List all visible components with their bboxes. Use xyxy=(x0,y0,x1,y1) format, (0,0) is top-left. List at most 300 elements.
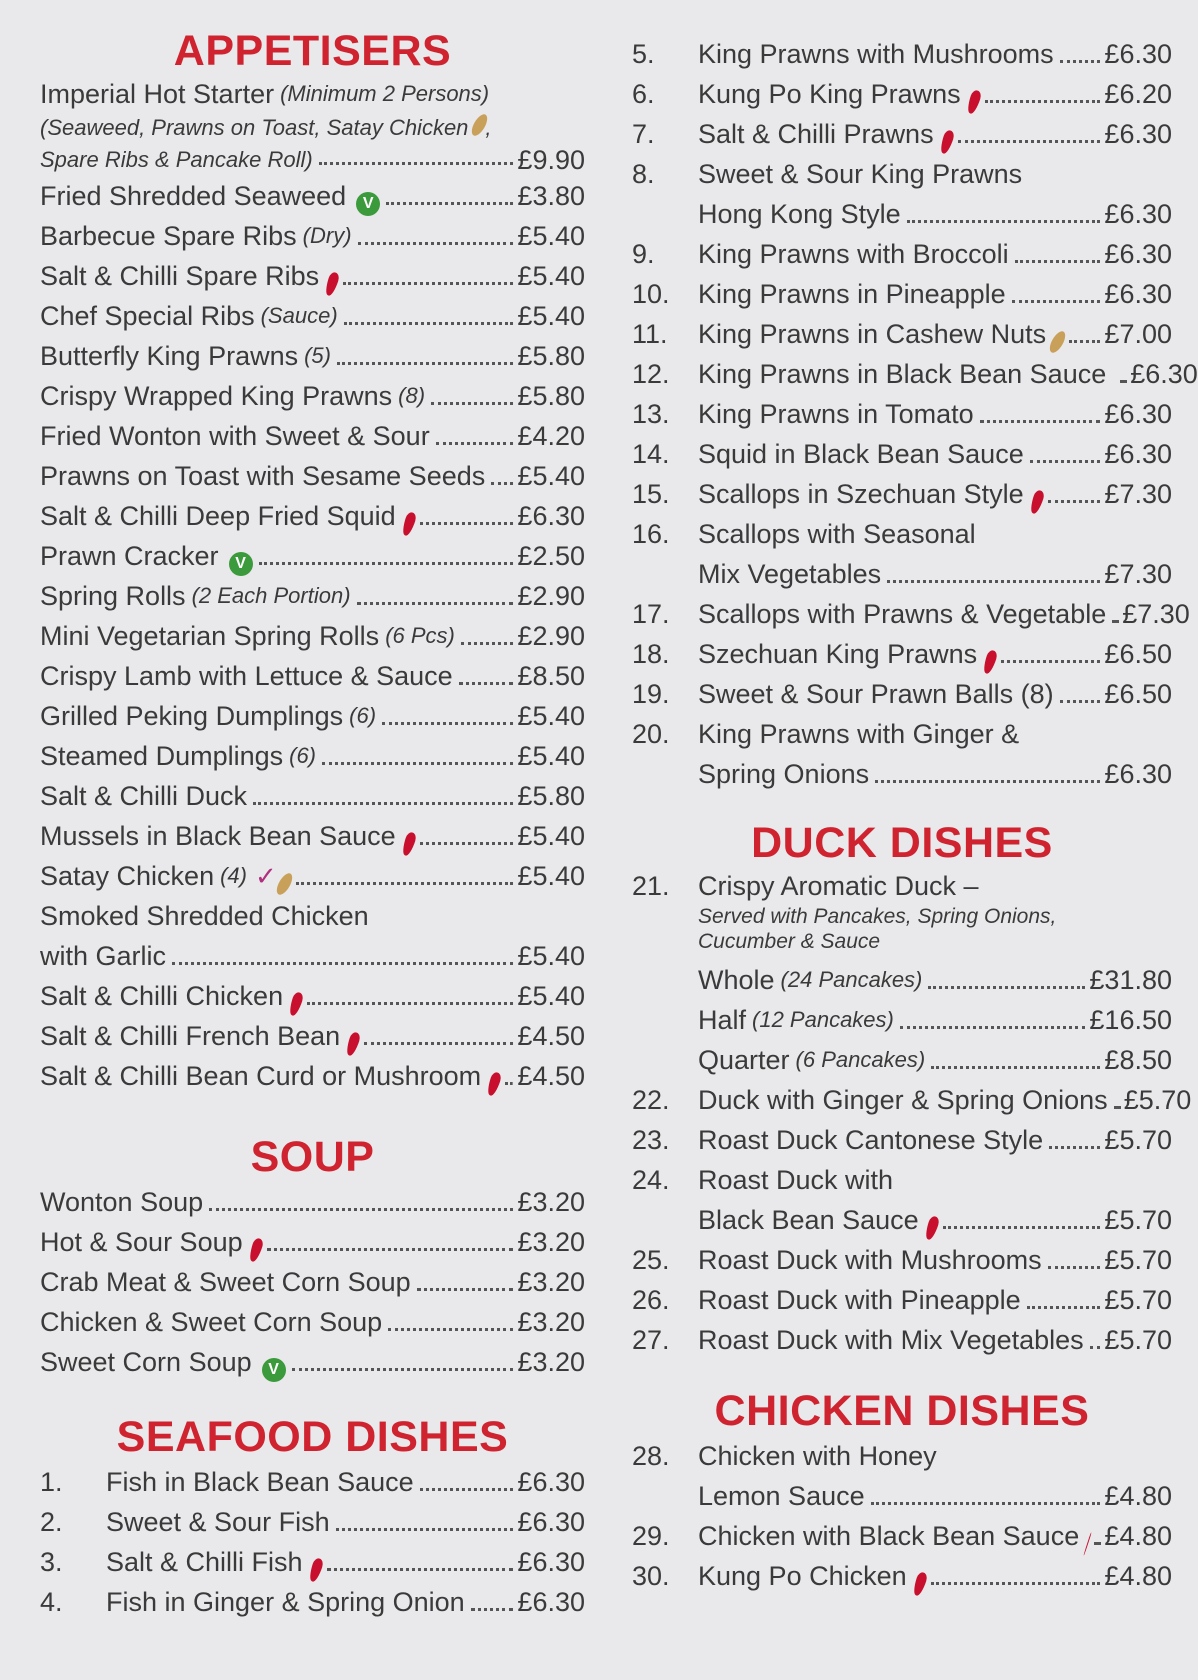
menu-item xyxy=(40,1462,585,1502)
menu-item xyxy=(40,1182,585,1222)
menu-item-note: (12 Pancakes) xyxy=(752,1007,894,1032)
menu-item-price: £6.30 xyxy=(517,1507,585,1537)
dot-leader xyxy=(907,220,1101,223)
dot-leader xyxy=(928,986,1085,989)
dot-leader xyxy=(1030,460,1101,463)
dot-leader xyxy=(871,1502,1101,1505)
dot-leader xyxy=(327,1568,514,1571)
menu-item-number: 10. xyxy=(632,279,670,309)
menu-item-name: King Prawns in Pineapple xyxy=(698,279,1006,309)
dot-leader xyxy=(931,1582,1101,1585)
menu-item-price: £3.20 xyxy=(517,1227,585,1257)
menu-item xyxy=(40,256,585,296)
menu-item-price: £5.40 xyxy=(517,821,585,851)
menu-item-number: 19. xyxy=(632,679,670,709)
menu-item-price: £4.20 xyxy=(517,421,585,451)
menu-item-price: £6.30 xyxy=(1104,39,1172,69)
menu-item xyxy=(632,1240,1172,1280)
menu-item-price: £5.70 xyxy=(1123,1085,1192,1115)
dot-leader xyxy=(931,1066,1100,1069)
menu-item xyxy=(632,960,1172,1000)
dot-leader xyxy=(172,962,513,965)
menu-item-name: Satay Chicken xyxy=(40,861,215,891)
menu-item xyxy=(632,394,1172,434)
dot-leader xyxy=(459,682,514,685)
dot-leader xyxy=(471,1608,514,1611)
dot-leader xyxy=(875,780,1100,783)
appetisers-list xyxy=(40,76,585,1096)
chili-pepper-icon xyxy=(288,991,305,1017)
tick-icon: ✓ xyxy=(254,861,277,891)
dot-leader xyxy=(336,1528,514,1531)
menu-item-name: Salt & Chilli Fish xyxy=(106,1547,303,1577)
menu-item-note: (4) xyxy=(220,863,247,888)
menu-item-price: £6.30 xyxy=(517,501,585,531)
menu-item-price-row: Spring Onions £6.30 xyxy=(632,754,1172,794)
menu-item-price: £5.70 xyxy=(1104,1325,1172,1355)
menu-item-price-row: Hong Kong Style £6.30 xyxy=(632,194,1172,234)
menu-item-name: Grilled Peking Dumplings xyxy=(40,701,344,731)
menu-item-price: £5.40 xyxy=(517,701,585,731)
vegetarian-icon: V xyxy=(229,552,253,576)
dot-leader xyxy=(420,522,514,525)
menu-item-name: Salt & Chilli Chicken xyxy=(40,981,284,1011)
chili-pepper-icon xyxy=(400,511,417,537)
dot-leader xyxy=(1069,340,1100,343)
dot-leader xyxy=(319,162,514,165)
menu-item-price: £9.90 xyxy=(517,145,585,175)
dot-leader xyxy=(1114,1106,1120,1109)
duck-heading: DUCK DISHES xyxy=(751,819,1053,867)
menu-item-price-row: Lemon Sauce £4.80 xyxy=(632,1476,1172,1516)
menu-item-price: £3.20 xyxy=(517,1187,585,1217)
dot-leader xyxy=(1012,300,1101,303)
menu-item xyxy=(632,474,1172,514)
dot-leader xyxy=(267,1248,514,1251)
menu-item: 16. Scallops with Seasonal xyxy=(632,519,976,549)
dot-leader xyxy=(322,762,513,765)
menu-item xyxy=(40,376,585,416)
chili-pepper-icon xyxy=(486,1071,503,1097)
menu-item-number: 4. xyxy=(40,1587,63,1617)
dot-leader xyxy=(1015,260,1101,263)
menu-item xyxy=(632,274,1172,314)
menu-item-price: £7.30 xyxy=(1104,479,1172,509)
chili-pepper-icon xyxy=(1084,1532,1093,1555)
menu-item xyxy=(40,536,585,576)
menu-item xyxy=(40,296,585,336)
menu-item-note: (24 Pancakes) xyxy=(780,967,923,992)
menu-item-price: £5.70 xyxy=(1104,1245,1172,1275)
menu-item-name: Prawns on Toast with Sesame Seeds xyxy=(40,461,486,491)
menu-item-price: £5.40 xyxy=(517,861,585,891)
menu-item xyxy=(632,1516,1172,1556)
menu-item xyxy=(632,1040,1172,1080)
chili-pepper-icon xyxy=(307,1557,324,1583)
menu-item xyxy=(40,976,585,1016)
left-column xyxy=(40,0,585,1622)
menu-item-price: £4.80 xyxy=(1104,1521,1172,1551)
menu-item-price: £3.80 xyxy=(517,181,585,211)
menu-item-name: Hot & Sour Soup xyxy=(40,1227,243,1257)
menu-item xyxy=(40,576,585,616)
menu-item-price: £5.40 xyxy=(517,941,585,971)
soup-list xyxy=(40,1182,585,1382)
menu-item-name: King Prawns in Cashew Nuts xyxy=(698,319,1047,349)
dot-leader xyxy=(307,1002,513,1005)
menu-item xyxy=(40,336,585,376)
menu-item-price: £5.40 xyxy=(517,261,585,291)
menu-item xyxy=(40,1222,585,1262)
menu-item xyxy=(632,74,1172,114)
menu-item-name: Butterfly King Prawns xyxy=(40,341,299,371)
dot-leader xyxy=(491,482,513,485)
menu-item-name: King Prawns in Black Bean Sauce xyxy=(698,359,1107,389)
menu-item-note: (8) xyxy=(398,383,426,408)
menu-item-price: £6.30 xyxy=(1104,759,1172,789)
menu-item xyxy=(632,1120,1172,1160)
menu-item-name: Chicken & Sweet Corn Soup xyxy=(40,1307,383,1337)
chili-pepper-icon xyxy=(324,271,341,297)
menu-item-name: Duck with Ginger & Spring Onions xyxy=(698,1085,1108,1115)
menu-item-price: £5.80 xyxy=(517,781,585,811)
menu-item-number: 6. xyxy=(632,79,655,109)
menu-item-price: £4.80 xyxy=(1104,1561,1172,1591)
menu-item xyxy=(632,34,1172,74)
menu-item-number: 13. xyxy=(632,399,670,429)
menu-item-price: £6.20 xyxy=(1104,79,1172,109)
menu-item-name: Crab Meat & Sweet Corn Soup xyxy=(40,1267,411,1297)
menu-item-price: £6.30 xyxy=(1104,399,1172,429)
menu-item: Smoked Shredded Chicken xyxy=(40,901,369,931)
menu-item-price: £6.50 xyxy=(1104,679,1172,709)
seafood-heading: SEAFOOD DISHES xyxy=(116,1413,509,1461)
menu-item-price: £2.90 xyxy=(517,581,585,611)
menu-item-price-row: Spare Ribs & Pancake Roll) £9.90 xyxy=(40,145,585,175)
menu-item-name: Half xyxy=(698,1005,747,1035)
dot-leader xyxy=(420,842,514,845)
menu-item-name: King Prawns with Broccoli xyxy=(698,239,1009,269)
dot-leader xyxy=(382,722,513,725)
menu-item-name: Salt & Chilli Duck xyxy=(40,781,248,811)
menu-item-price: £6.30 xyxy=(1104,119,1172,149)
dot-leader xyxy=(505,1082,513,1085)
menu-item xyxy=(632,634,1172,674)
dot-leader xyxy=(461,642,514,645)
menu-item-name: Salt & Chilli Spare Ribs xyxy=(40,261,320,291)
dot-leader xyxy=(985,100,1101,103)
menu-item xyxy=(632,1080,1192,1120)
menu-item-price: £5.40 xyxy=(517,981,585,1011)
chili-pepper-icon xyxy=(938,129,955,155)
menu-item-number: 9. xyxy=(632,239,655,269)
menu-item xyxy=(632,354,1198,394)
menu-item-number: 22. xyxy=(632,1085,670,1115)
menu-item-price: £8.50 xyxy=(1104,1045,1172,1075)
menu-item-number: 25. xyxy=(632,1245,670,1275)
menu-item-note: (Sauce) xyxy=(260,303,338,328)
menu-item-number: 23. xyxy=(632,1125,670,1155)
menu-item-price: £6.30 xyxy=(1104,239,1172,269)
menu-item-name: Scallops in Szechuan Style xyxy=(698,479,1024,509)
menu-item-price: £3.20 xyxy=(517,1307,585,1337)
dot-leader xyxy=(386,202,513,205)
menu-item xyxy=(632,1000,1172,1040)
dot-leader xyxy=(1094,1542,1100,1545)
menu-item-name: Roast Duck with Mix Vegetables xyxy=(698,1325,1084,1355)
menu-item-name: Roast Duck Cantonese Style xyxy=(698,1125,1044,1155)
dot-leader xyxy=(388,1328,513,1331)
menu-item-name: Mini Vegetarian Spring Rolls xyxy=(40,621,380,651)
menu-item-price: £7.30 xyxy=(1104,559,1172,589)
menu-item xyxy=(40,176,585,216)
menu-item-number: 7. xyxy=(632,119,655,149)
dot-leader xyxy=(1027,1306,1101,1309)
menu-item-name: Chicken with Black Bean Sauce xyxy=(698,1521,1080,1551)
menu-item-note: (2 Each Portion) xyxy=(191,583,351,608)
menu-item-price: £5.80 xyxy=(517,341,585,371)
menu-item-number: 5. xyxy=(632,39,655,69)
dot-leader xyxy=(1060,700,1101,703)
dot-leader xyxy=(364,1042,513,1045)
dot-leader xyxy=(436,442,514,445)
chili-pepper-icon xyxy=(400,831,417,857)
vegetarian-icon: V xyxy=(356,192,380,216)
menu-item-number: 3. xyxy=(40,1547,63,1577)
menu-item-note: (6) xyxy=(349,703,377,728)
menu-item-note: (6) xyxy=(289,743,317,768)
menu-item-name: Szechuan King Prawns xyxy=(698,639,978,669)
menu-item-number: 2. xyxy=(40,1507,63,1537)
menu-item-name: Fish in Ginger & Spring Onion xyxy=(106,1587,465,1617)
dot-leader xyxy=(296,882,514,885)
menu-item-number: 27. xyxy=(632,1325,670,1355)
dot-leader xyxy=(1048,500,1101,503)
menu-item-price-row: Mix Vegetables £7.30 xyxy=(632,554,1172,594)
menu-item-price: £6.30 xyxy=(517,1587,585,1617)
menu-item-price: £8.50 xyxy=(517,661,585,691)
menu-item-price: £5.40 xyxy=(517,221,585,251)
menu-item-name: Sweet Corn Soup xyxy=(40,1347,252,1377)
menu-item xyxy=(40,1262,585,1302)
menu-item-name: Roast Duck with Pineapple xyxy=(698,1285,1021,1315)
menu-item xyxy=(40,1502,585,1542)
menu-item-number: 26. xyxy=(632,1285,670,1315)
appetisers-heading: APPETISERS xyxy=(173,27,452,75)
menu-item-price: £3.20 xyxy=(517,1267,585,1297)
dot-leader xyxy=(431,402,513,405)
dot-leader xyxy=(943,1226,1101,1229)
menu-item-price: £5.80 xyxy=(517,381,585,411)
seafood-list-left xyxy=(40,1462,585,1622)
menu-item: 21. Crispy Aromatic Duck – xyxy=(632,871,979,901)
menu-item-price: £6.30 xyxy=(1104,279,1172,309)
menu-item-number: 18. xyxy=(632,639,670,669)
menu-item-name: Crispy Wrapped King Prawns xyxy=(40,381,393,411)
menu-item-number: 1. xyxy=(40,1467,63,1497)
dot-leader xyxy=(357,602,514,605)
menu-item-price: £5.70 xyxy=(1104,1285,1172,1315)
soup-heading: SOUP xyxy=(250,1133,375,1181)
menu-item-name: Steamed Dumplings xyxy=(40,741,284,771)
menu-item-name: Salt & Chilli Bean Curd or Mushroom xyxy=(40,1061,482,1091)
menu-item xyxy=(632,674,1172,714)
dot-leader xyxy=(1048,1266,1101,1269)
dot-leader xyxy=(1090,1346,1101,1349)
menu-item-name: Salt & Chilli Prawns xyxy=(698,119,934,149)
menu-item xyxy=(632,434,1172,474)
menu-item xyxy=(40,1302,585,1342)
menu-item-name: Roast Duck with Mushrooms xyxy=(698,1245,1042,1275)
menu-item xyxy=(40,1542,585,1582)
menu-item-name: Sweet & Sour Fish xyxy=(106,1507,330,1537)
menu-item-price: £2.90 xyxy=(517,621,585,651)
dot-leader xyxy=(209,1208,513,1211)
menu-item-price: £6.30 xyxy=(1104,199,1172,229)
menu-item-name: Salt & Chilli French Bean xyxy=(40,1021,341,1051)
menu-item-price-row: with Garlic £5.40 xyxy=(40,936,585,976)
menu-item-name: Fish in Black Bean Sauce xyxy=(106,1467,414,1497)
menu-item xyxy=(40,1342,585,1382)
menu-item-price: £7.00 xyxy=(1104,319,1172,349)
menu-item-note: (Dry) xyxy=(302,223,352,248)
menu-item-number: 11. xyxy=(632,319,668,349)
chili-pepper-icon xyxy=(923,1215,940,1241)
dot-leader xyxy=(292,1368,514,1371)
menu-item-name: Whole xyxy=(698,965,775,995)
chili-pepper-icon xyxy=(1111,371,1118,394)
menu-item xyxy=(40,816,585,856)
menu-item-name: Scallops with Prawns & Vegetable xyxy=(698,599,1107,629)
dot-leader xyxy=(337,362,513,365)
right-column xyxy=(632,34,1198,1596)
menu-item xyxy=(632,234,1172,274)
menu-item-price: £2.50 xyxy=(517,541,585,571)
menu-item-price: £6.30 xyxy=(517,1467,585,1497)
menu-item-name: Salt & Chilli Deep Fried Squid xyxy=(40,501,396,531)
chili-pepper-icon xyxy=(911,1571,928,1597)
menu-item: 8. Sweet & Sour King Prawns xyxy=(632,159,1023,189)
menu-item xyxy=(40,776,585,816)
menu-item-name: Kung Po Chicken xyxy=(698,1561,907,1591)
menu-item-description: (Seaweed, Prawns on Toast, Satay Chicken , xyxy=(40,112,585,144)
dot-leader xyxy=(417,1288,514,1291)
menu-item: 24. Roast Duck with xyxy=(632,1165,894,1195)
menu-item-price: £6.50 xyxy=(1104,639,1172,669)
chili-pepper-icon xyxy=(345,1031,362,1057)
dot-leader xyxy=(343,282,513,285)
menu-item-name: Barbecue Spare Ribs xyxy=(40,221,297,251)
menu-item-name: Spring Rolls xyxy=(40,581,186,611)
menu-item-note: (6 Pcs) xyxy=(385,623,455,648)
menu-item-price: £7.30 xyxy=(1122,599,1190,629)
vegetarian-icon: V xyxy=(262,1358,286,1382)
menu-item-price: £31.80 xyxy=(1089,965,1172,995)
menu-item xyxy=(40,496,585,536)
menu-item xyxy=(40,1056,585,1096)
menu-item-note: (5) xyxy=(304,343,331,368)
menu-item xyxy=(632,314,1172,354)
chili-pepper-icon xyxy=(1028,489,1045,515)
menu-item-number: 17. xyxy=(632,599,670,629)
menu-item-description: Served with Pancakes, Spring Onions, xyxy=(698,905,1057,928)
chili-pepper-icon xyxy=(965,89,982,115)
menu-item-name: Crispy Lamb with Lettuce & Sauce xyxy=(40,661,453,691)
menu-item xyxy=(40,216,585,256)
menu-item: 20. King Prawns with Ginger & xyxy=(632,719,1020,749)
menu-item: 28. Chicken with Honey xyxy=(632,1441,937,1471)
menu-item xyxy=(632,1280,1172,1320)
dot-leader xyxy=(420,1488,514,1491)
dot-leader xyxy=(253,802,513,805)
menu-item xyxy=(40,616,585,656)
menu-item xyxy=(40,1016,585,1056)
menu-item-name: Prawn Cracker xyxy=(40,541,219,571)
dot-leader xyxy=(358,242,514,245)
dot-leader xyxy=(344,322,514,325)
menu-item-note: (6 Pancakes) xyxy=(795,1047,926,1072)
menu-item-name: Squid in Black Bean Sauce xyxy=(698,439,1024,469)
menu-item-name: Fried Wonton with Sweet & Sour xyxy=(40,421,430,451)
menu-item xyxy=(40,456,585,496)
menu-item xyxy=(632,1556,1172,1596)
menu-item-name: Mussels in Black Bean Sauce xyxy=(40,821,396,851)
dot-leader xyxy=(958,140,1101,143)
menu-item-number: 12. xyxy=(632,359,670,389)
peanut-icon xyxy=(1047,329,1069,355)
menu-item-name: Wonton Soup xyxy=(40,1187,204,1217)
menu-item xyxy=(632,1320,1172,1360)
chicken-heading: CHICKEN DISHES xyxy=(714,1387,1090,1435)
dot-leader xyxy=(1060,60,1101,63)
menu-item-price: £4.50 xyxy=(517,1061,585,1091)
menu-item-price: £6.30 xyxy=(1130,359,1198,389)
menu-item xyxy=(632,594,1190,634)
menu-item xyxy=(40,656,585,696)
chili-pepper-icon xyxy=(247,1237,264,1263)
menu-item-number: 15. xyxy=(632,479,670,509)
dot-leader xyxy=(1120,380,1126,383)
menu-item-price: £4.80 xyxy=(1104,1481,1172,1511)
menu-item-price: £5.40 xyxy=(517,461,585,491)
dot-leader xyxy=(887,580,1100,583)
dot-leader xyxy=(1112,620,1118,623)
dot-leader xyxy=(980,420,1101,423)
menu-item xyxy=(632,114,1172,154)
menu-item-price: £5.70 xyxy=(1104,1125,1172,1155)
menu-item-price: £3.20 xyxy=(517,1347,585,1377)
menu-item-number: 14. xyxy=(632,439,670,469)
chili-pepper-icon xyxy=(982,649,999,675)
menu-item xyxy=(40,856,585,896)
menu-item xyxy=(40,736,585,776)
dot-leader xyxy=(259,562,514,565)
menu-item-price: £5.40 xyxy=(517,741,585,771)
menu-item-name: Quarter xyxy=(698,1045,790,1075)
dot-leader xyxy=(1001,660,1100,663)
menu-item-price-row: Black Bean Sauce £5.70 xyxy=(632,1200,1172,1240)
menu-item-price: £5.40 xyxy=(517,301,585,331)
menu-item-description: Cucumber & Sauce xyxy=(698,930,881,953)
seafood-list-right xyxy=(632,34,1172,154)
menu-item-name: Kung Po King Prawns xyxy=(698,79,961,109)
menu-item-name: Chef Special Ribs xyxy=(40,301,255,331)
menu-item-number: 29. xyxy=(632,1521,670,1551)
menu-item-price: £5.70 xyxy=(1104,1205,1172,1235)
menu-item-name: King Prawns with Mushrooms xyxy=(698,39,1054,69)
peanut-icon xyxy=(469,112,491,138)
menu-item-name: King Prawns in Tomato xyxy=(698,399,974,429)
